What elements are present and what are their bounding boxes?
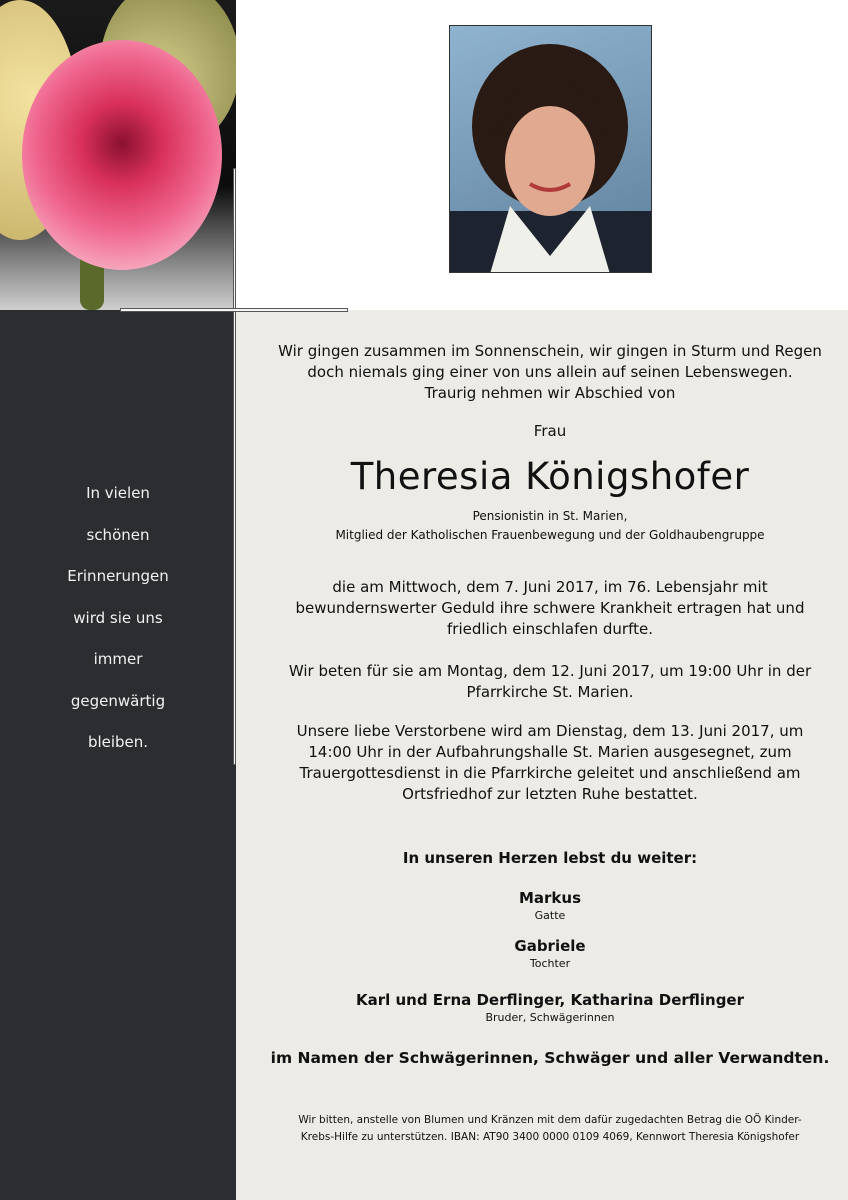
cross-vertical-bar [233,168,236,765]
text-line: Pfarrkirche St. Marien. [466,683,634,701]
death-notice [260,577,840,640]
mourner-role: Tochter [529,957,571,970]
text-line: Unsere liebe Verstorbene wird am Dienstag, dem 13. Juni 2017, um [296,722,804,740]
text-line: 14:00 Uhr in der Aufbahrungshalle St. Marien ausgesegnet, zum [308,743,792,761]
mourner [260,936,840,972]
text-line: Trauergottesdienst in die Pfarrkirche geleitet und anschließend am [299,764,801,782]
poem-line: doch niemals ging einer von uns allein auf seinen Lebenswegen. [307,363,793,381]
description-line: Pensionistin in St. Marien, [472,509,628,523]
verse-line: gegenwärtig [70,691,166,710]
mourner-name: Gabriele [514,937,586,955]
memorial-verse [0,480,236,771]
text-line: Ortsfriedhof zur letzten Ruhe bestattet. [402,785,698,803]
poem-line: Traurig nehmen wir Abschied von [424,384,676,402]
text-line: Wir bitten, anstelle von Blumen und Kränzen mit dem dafür zugedachten Betrag die OÖ Kinder- [298,1114,802,1126]
mourner [260,888,840,924]
mourner-name: Markus [518,889,582,907]
text-line: Wir beten für sie am Montag, dem 12. Juni 2017, um 19:00 Uhr in der [288,662,812,680]
description-line: Mitglied der Katholischen Frauenbewegung und der Goldhaubengruppe [335,528,765,542]
mourners-heading: In unseren Herzen lebst du weiter: [402,849,698,867]
poem-line: Wir gingen zusammen im Sonnenschein, wir gingen in Sturm und Regen [278,342,822,360]
verse-line: bleiben. [87,733,149,751]
verse-line: Erinnerungen [67,567,169,585]
donation-request [260,1112,840,1146]
portrait-photo [449,25,652,273]
verse-line: immer [93,650,143,668]
text-line: Krebs-Hilfe zu unterstützen. IBAN: AT90 3400 0000 0109 4069, Kennwort Theresia Königshofer [300,1131,800,1143]
text-line: bewundernswerter Geduld ihre schwere Krankheit ertragen hat und [295,599,805,617]
mourner [260,990,840,1026]
text-line: friedlich einschlafen durfte. [447,620,653,638]
funeral-notice [260,721,840,805]
poem [260,341,840,404]
rose-image [0,0,236,310]
text-line: die am Mittwoch, dem 7. Juni 2017, im 76. Lebensjahr mit [332,578,768,596]
mourner-name: Karl und Erna Derflinger, Katharina Derflinger [355,991,745,1009]
deceased-name: Theresia Königshofer [350,455,750,498]
cross-horizontal-bar [120,308,348,312]
verse-line: schönen [86,525,150,544]
salutation: Frau [533,422,567,440]
mourner-role: Gatte [534,909,566,922]
deceased-description [260,507,840,545]
verse-line: wird sie uns [73,608,163,627]
mourner-role: Bruder, Schwägerinnen [485,1011,615,1024]
prayer-notice [260,661,840,703]
verse-line: In vielen [86,484,150,502]
closing-line: im Namen der Schwägerinnen, Schwäger und aller Verwandten. [270,1049,830,1067]
